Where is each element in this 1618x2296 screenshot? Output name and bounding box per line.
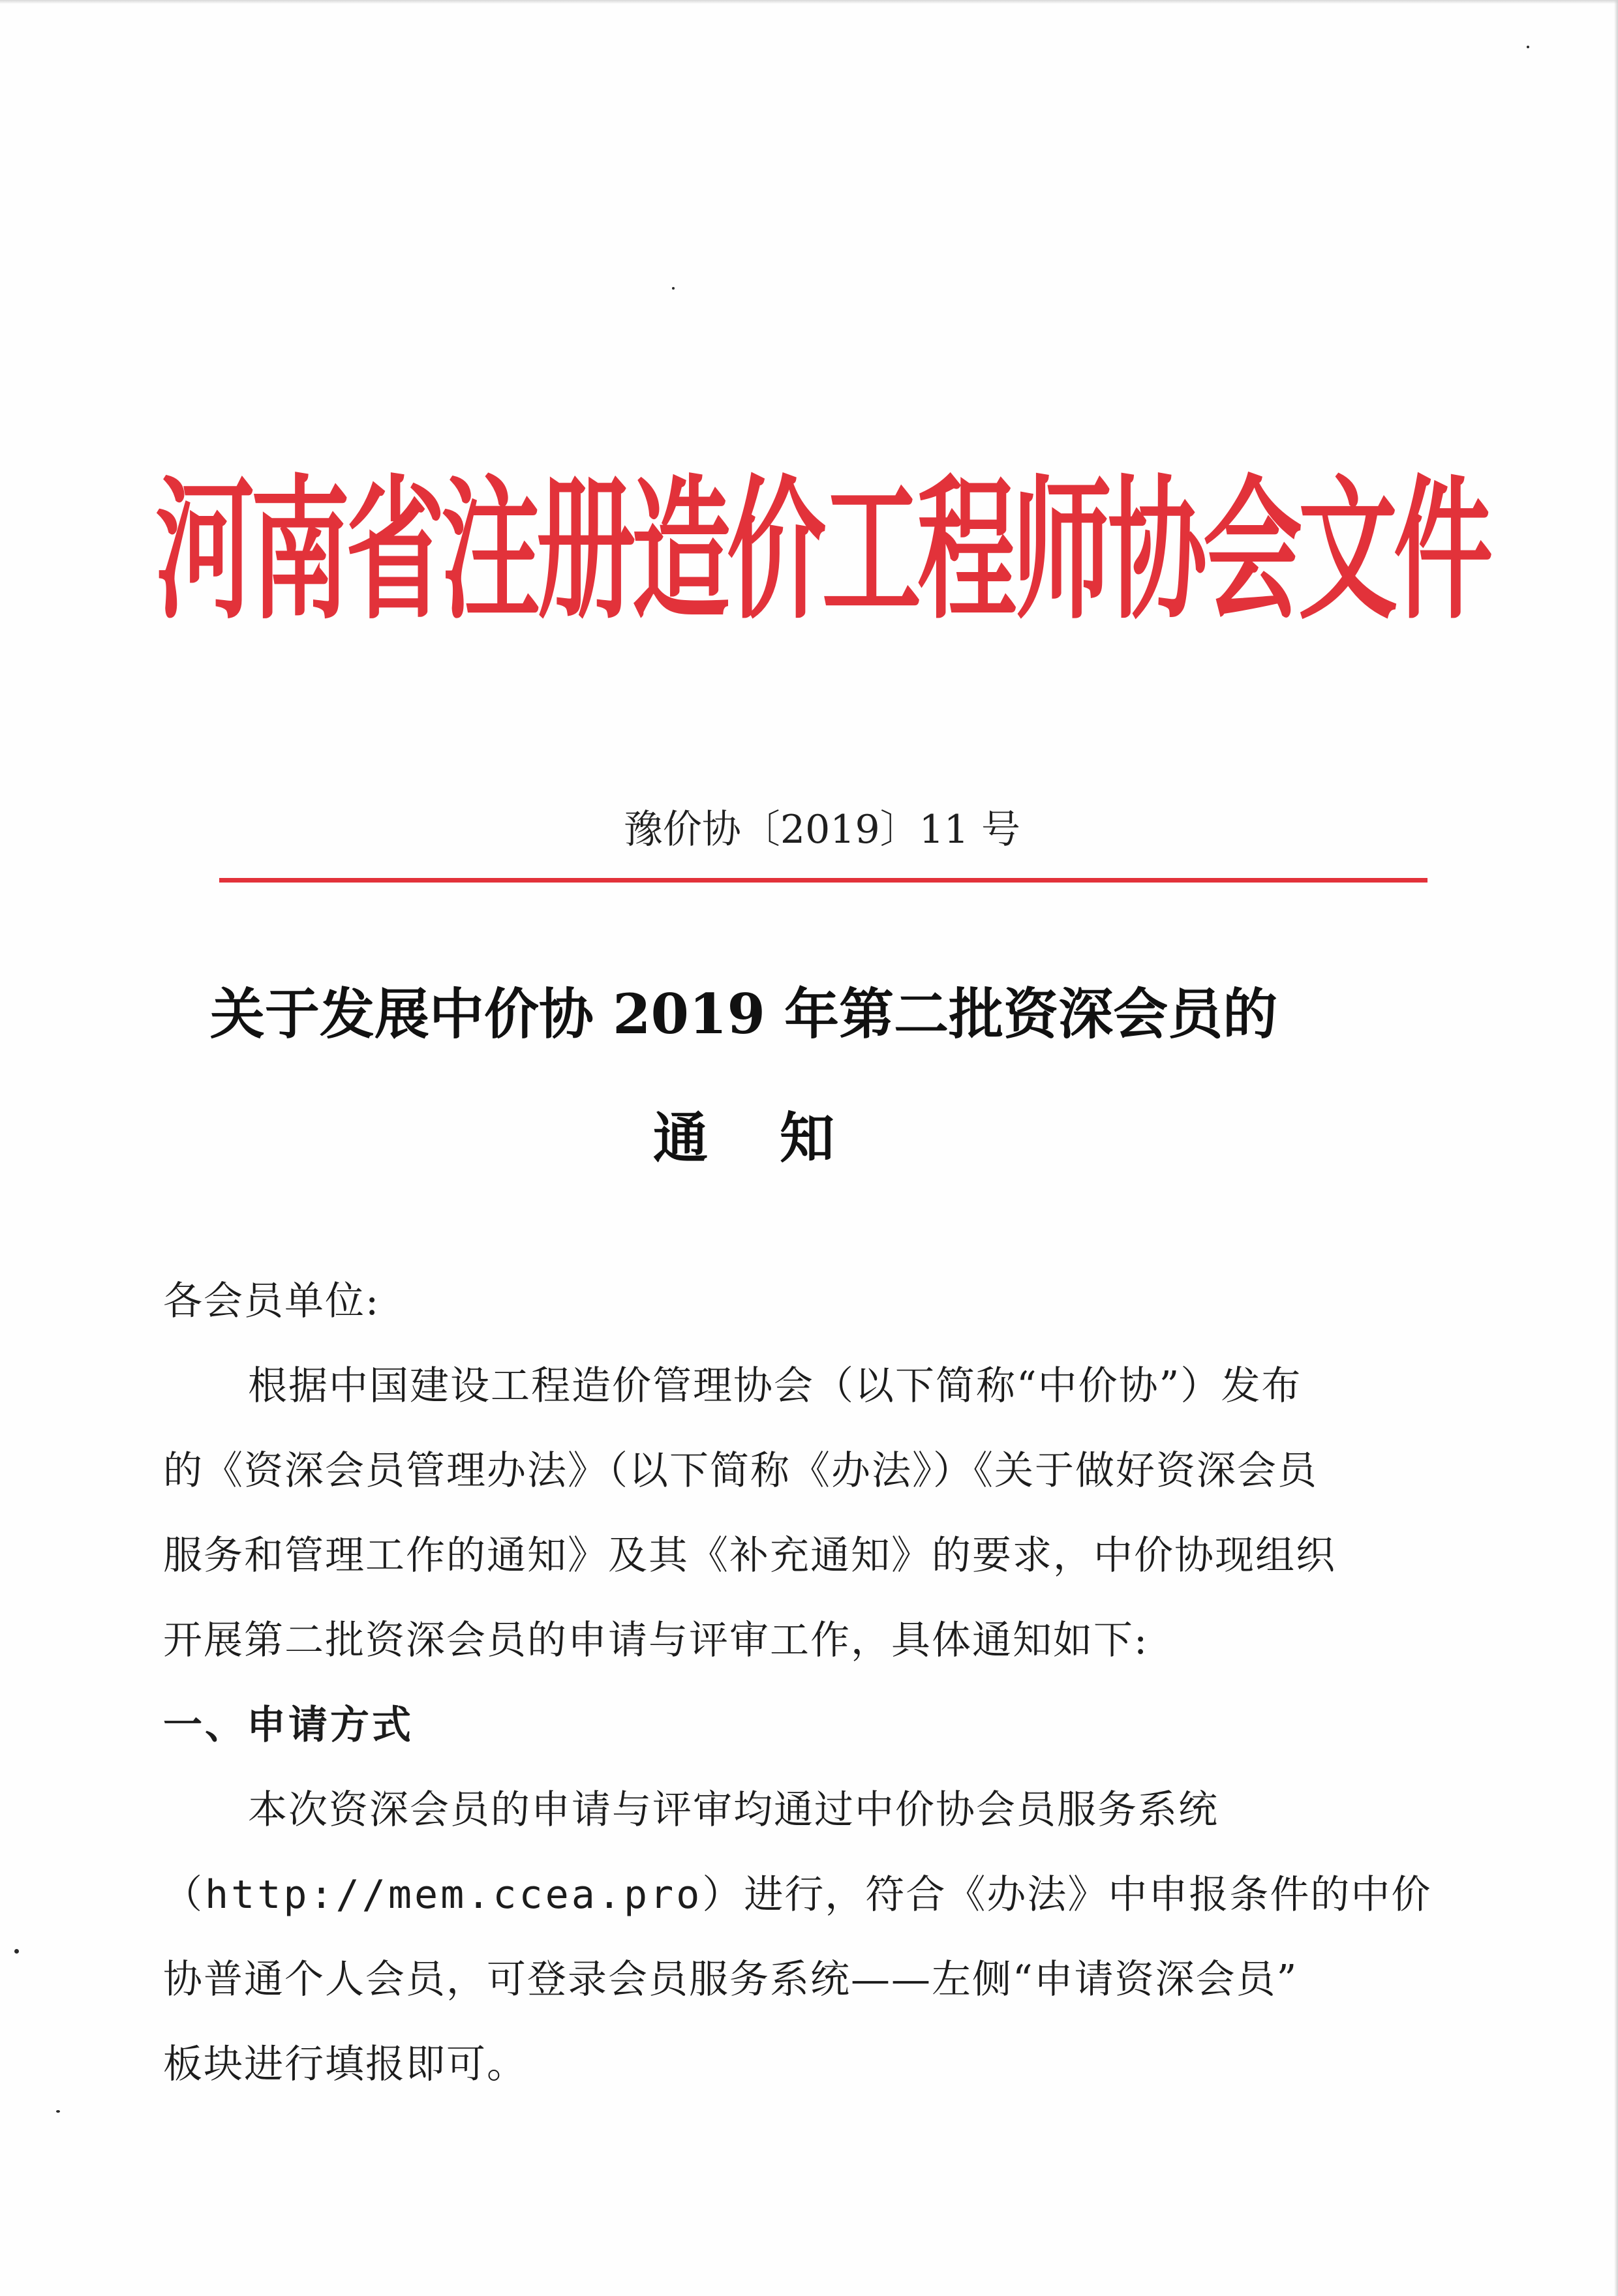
masthead-title: 河南省注册造价工程师协会文件: [155, 461, 1489, 641]
paragraph-2-line-2: [163, 1852, 1432, 1937]
paragraph-1-line-1: 根据中国建设工程造价管理协会（以下简称“中价协”）发布: [248, 1363, 1302, 1409]
paragraph-2-line-3: 协普通个人会员，可登录会员服务系统——左侧“申请资深会员”: [163, 1957, 1298, 2002]
document-number: 豫价协〔2019〕11 号: [623, 807, 1021, 853]
paragraph-2-line-1: 本次资深会员的申请与评审均通过中价协会员服务系统: [248, 1787, 1219, 1833]
paragraph-1-line-2: 的《资深会员管理办法》（以下简称《办法》）《关于做好资深会员: [163, 1448, 1318, 1494]
scan-speck: [672, 287, 675, 290]
scan-speck: [56, 2110, 60, 2113]
salutation: 各会员单位:: [163, 1278, 380, 1324]
scan-edge-top: [0, 0, 1618, 4]
scan-speck: [1527, 46, 1529, 48]
scan-edge-right: [1614, 0, 1618, 2296]
paragraph-2-line-2-rest: 进行，符合《办法》中申报条件的中价: [744, 1872, 1432, 1918]
paragraph-1-line-3: 服务和管理工作的通知》及其《补充通知》的要求，中价协现组织: [163, 1533, 1336, 1578]
paragraph-2-line-4: 板块进行填报即可。: [163, 2042, 527, 2087]
notice-body: [163, 1259, 1432, 2107]
system-url: （http://mem.ccea.pro）: [163, 1872, 744, 1918]
scan-speck: [14, 1949, 19, 1954]
red-divider-rule: [219, 878, 1427, 883]
notice-title-line-1: 关于发展中价协 2019 年第二批资深会员的: [209, 982, 1278, 1046]
section-1-heading: 一、申请方式: [163, 1702, 414, 1748]
notice-title-line-2: 通知: [652, 1106, 906, 1170]
paragraph-1-line-4: 开展第二批资深会员的申请与评审工作，具体通知如下:: [163, 1618, 1149, 1663]
